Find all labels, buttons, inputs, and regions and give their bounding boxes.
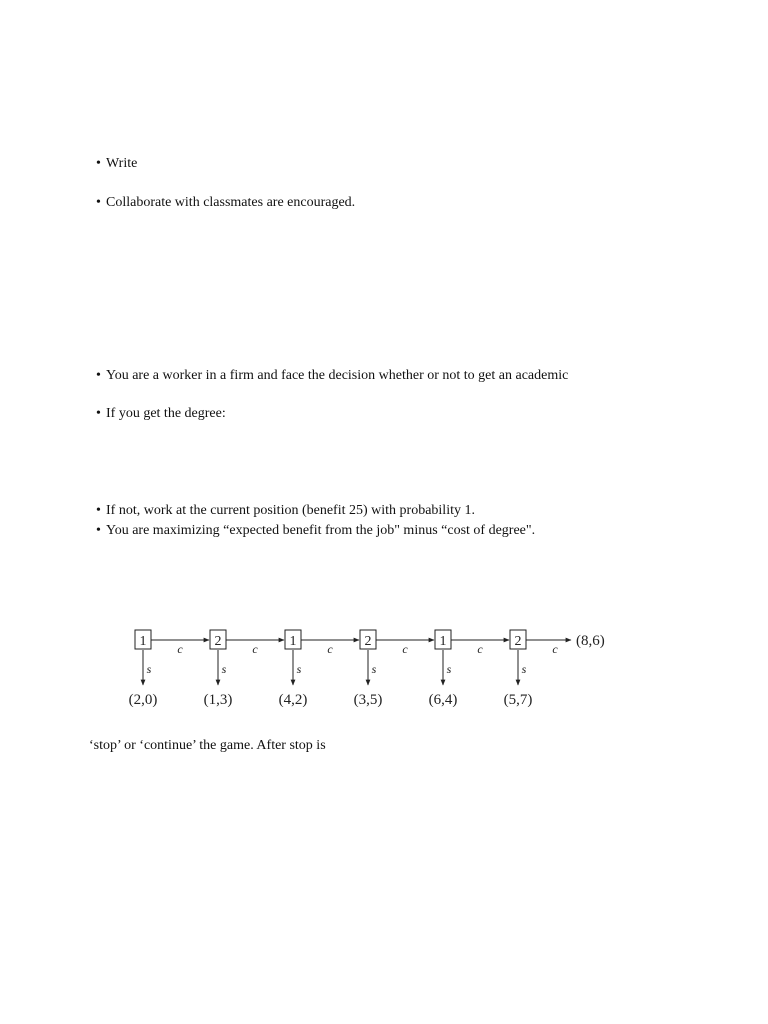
bullet-text: If you get the degree: — [106, 406, 226, 421]
decision-node-player: 2 — [214, 634, 222, 649]
bullet-marker: • — [96, 523, 101, 538]
continue-label: c — [552, 642, 558, 656]
stop-payoff: (6,4) — [428, 692, 458, 708]
stop-payoff: (5,7) — [503, 692, 533, 708]
decision-node-player: 1 — [139, 634, 147, 649]
bullet-text: If not, work at the current position (benefit 25) with probability 1. — [106, 503, 475, 518]
continue-label: c — [327, 642, 333, 656]
stop-label: s — [446, 662, 452, 676]
caption-text: ‘stop’ or ‘continue’ the game. After stop is — [89, 738, 326, 753]
stop-payoff: (2,0) — [128, 692, 158, 708]
stop-payoff: (1,3) — [203, 692, 233, 708]
bullet-text: You are maximizing “expected benefit from the job" minus “cost of degree". — [106, 523, 536, 538]
decision-node-player: 2 — [364, 634, 372, 649]
stop-label: s — [371, 662, 377, 676]
stop-label: s — [521, 662, 527, 676]
continue-label: c — [402, 642, 408, 656]
bullet-text: Write — [106, 156, 138, 171]
decision-node-player: 2 — [514, 634, 522, 649]
bullet-marker: • — [96, 156, 101, 171]
stop-label: s — [146, 662, 152, 676]
bullet-marker: • — [96, 503, 101, 518]
bullet-marker: • — [96, 195, 101, 210]
stop-payoff: (3,5) — [353, 692, 383, 708]
stop-label: s — [296, 662, 302, 676]
stop-label: s — [221, 662, 227, 676]
stop-payoff: (4,2) — [278, 692, 308, 708]
final-payoff: (8,6) — [576, 633, 605, 649]
bullet-text: Collaborate with classmates are encouraged. — [106, 195, 356, 210]
continue-label: c — [477, 642, 483, 656]
continue-label: c — [177, 642, 183, 656]
bullet-marker: • — [96, 406, 101, 421]
bullet-text: You are a worker in a firm and face the decision whether or not to get an academic — [106, 368, 569, 383]
bullet-marker: • — [96, 368, 101, 383]
decision-node-player: 1 — [289, 634, 297, 649]
decision-node-player: 1 — [439, 634, 447, 649]
continue-label: c — [252, 642, 258, 656]
